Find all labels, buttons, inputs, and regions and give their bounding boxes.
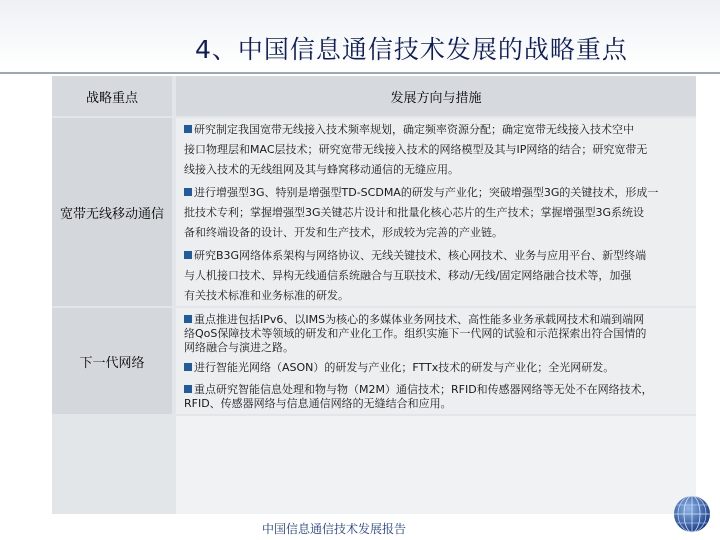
square-bullet-icon (184, 125, 192, 133)
title-divider (0, 72, 720, 74)
globe-icon (672, 494, 712, 534)
row-label-empty (52, 416, 172, 514)
paragraph-line: 批技术专利；掌握增强型3G关键芯片设计和批量化核心芯片的生产技术；掌握增强型3G系统设 (184, 206, 645, 219)
square-bullet-icon (184, 385, 192, 393)
paragraph-line: 有关技术标准和业务标准的研发。 (184, 289, 349, 302)
slide-footer: 中国信息通信技术发展报告 (262, 522, 407, 536)
paragraph-line: 研究B3G网络体系架构与网络协议、无线关键技术、核心网技术、业务与应用平台、新型终端 (184, 247, 646, 263)
paragraph-line: 备和终端设备的设计、开发和生产技术，形成较为完善的产业链。 (184, 226, 503, 239)
square-bullet-icon (184, 315, 192, 323)
paragraph-line: 线接入技术的无线组网及其与蜂窝移动通信的无缝应用。 (184, 163, 459, 176)
paragraph-line: 接口物理层和MAC层技术；研究宽带无线接入技术的网络模型及其与IP网络的结合；研究宽带无 (184, 143, 648, 156)
paragraph-line: 络QoS保障技术等领域的研发和产业化工作。组织实施下一代网的试验和示范探索出符合国情的 (184, 327, 647, 340)
slide-title: 4、中国信息通信技术发展的战略重点 (195, 35, 628, 64)
paragraph-line: 研究制定我国宽带无线接入技术频率规划，确定频率资源分配；确定宽带无线接入技术空中 (184, 121, 634, 137)
row-label-broadband: 宽带无线移动通信 (52, 118, 172, 306)
square-bullet-icon (184, 251, 192, 259)
square-bullet-icon (184, 188, 192, 196)
strategy-table (52, 76, 696, 514)
square-bullet-icon (184, 363, 192, 371)
paragraph-line: RFID、传感器网络与信息通信网络的无缝结合和应用。 (184, 397, 452, 410)
paragraph-line: 网络融合与演进之路。 (184, 341, 294, 354)
header-direction: 发展方向与措施 (176, 76, 696, 116)
header-strategy: 战略重点 (52, 76, 172, 116)
paragraph-line: 重点推进包括IPv6、以IMS为核心的多媒体业务网技术、高性能多业务承载网技术和端到端网 (184, 311, 644, 327)
row-body-empty (176, 416, 696, 514)
paragraph-line: 进行智能光网络（ASON）的研发与产业化；FTTx技术的研发与产业化；全光网研发。 (184, 359, 614, 375)
row-body-broadband (176, 118, 696, 306)
paragraph-line: 进行增强型3G、特别是增强型TD-SCDMA的研发与产业化；突破增强型3G的关键技术，形成一 (184, 184, 658, 200)
row-body-ngn (176, 308, 696, 414)
paragraph-line: 与人机接口技术、异构无线通信系统融合与互联技术、移动/无线/固定网络融合技术等，加强 (184, 269, 632, 282)
row-label-ngn: 下一代网络 (52, 308, 172, 414)
paragraph-line: 重点研究智能信息处理和物与物（M2M）通信技术；RFID和传感器网络等无处不在网络技术， (184, 381, 653, 397)
